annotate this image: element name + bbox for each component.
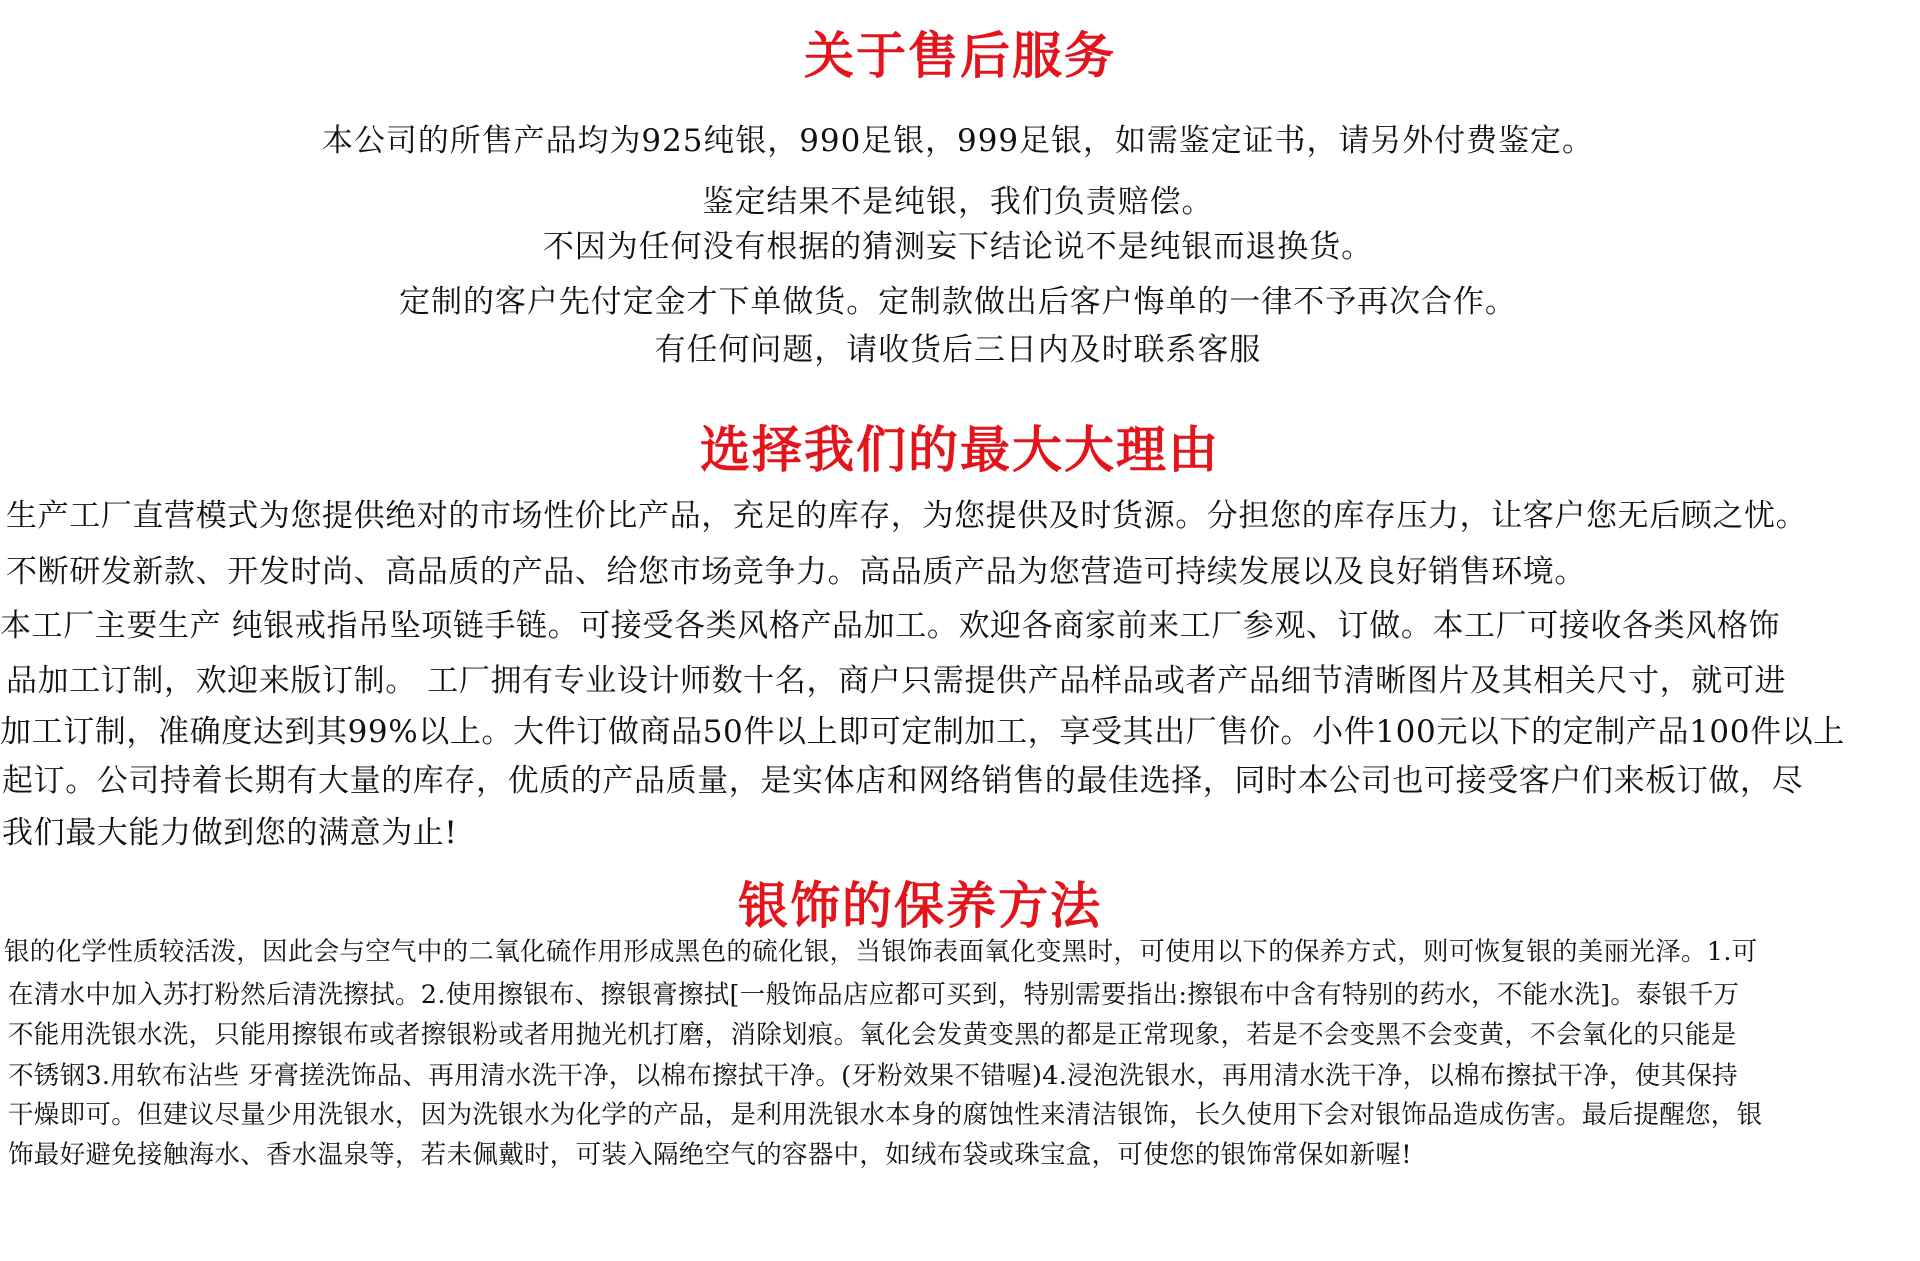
section-title-reasons: 选择我们的最大大理由 bbox=[700, 420, 1220, 479]
reasons-line-5: 加工订制，准确度达到其99%以上。大件订做商品50件以上即可定制加工，享受其出厂售价。小件100元以下的定制产品100件以上 bbox=[0, 714, 1845, 750]
reasons-line-6: 起订。公司持着长期有大量的库存，优质的产品质量，是实体店和网络销售的最佳选择，同时本公司也可接受客户们来板订做，尽 bbox=[2, 763, 1804, 799]
after-sales-line-2: 鉴定结果不是纯银，我们负责赔偿。 bbox=[702, 184, 1214, 220]
care-line-1: 银的化学性质较活泼，因此会与空气中的二氧化硫作用形成黑色的硫化银，当银饰表面氧化变黑时，可使用以下的保养方式，则可恢复银的美丽光泽。1.可 bbox=[4, 937, 1758, 967]
care-line-3: 不能用洗银水洗，只能用擦银布或者擦银粉或者用抛光机打磨，消除划痕。氧化会发黄变黑的都是正常现象，若是不会变黑不会变黄，不会氧化的只能是 bbox=[8, 1020, 1737, 1050]
reasons-line-3: 本工厂主要生产 纯银戒指吊坠项链手链。可接受各类风格产品加工。欢迎各商家前来工厂参观、订做。本工厂可接收各类风格饰 bbox=[0, 608, 1781, 644]
section-title-silver-care: 银饰的保养方法 bbox=[738, 876, 1102, 935]
after-sales-line-4: 定制的客户先付定金才下单做货。定制款做出后客户悔单的一律不予再次合作。 bbox=[399, 284, 1517, 320]
reasons-line-7: 我们最大能力做到您的满意为止! bbox=[2, 815, 458, 851]
reasons-line-1: 生产工厂直营模式为您提供绝对的市场性价比产品，充足的库存，为您提供及时货源。分担您的库存压力，让客户您无后顾之忧。 bbox=[6, 498, 1808, 534]
care-line-4: 不锈钢3.用软布沾些 牙膏搓洗饰品、再用清水洗干净，以棉布擦拭干净。(牙粉效果不错喔)4.浸泡洗银水，再用清水洗干净，以棉布擦拭干净，使其保持 bbox=[8, 1061, 1738, 1091]
care-line-5: 干燥即可。但建议尽量少用洗银水，因为洗银水为化学的产品，是利用洗银水本身的腐蚀性来清洁银饰，长久使用下会对银饰品造成伤害。最后提醒您，银 bbox=[8, 1100, 1763, 1130]
after-sales-line-1: 本公司的所售产品均为925纯银，990足银，999足银，如需鉴定证书，请另外付费鉴定。 bbox=[322, 123, 1594, 159]
after-sales-line-3: 不因为任何没有根据的猜测妄下结论说不是纯银而退换货。 bbox=[542, 229, 1374, 265]
section-title-after-sales: 关于售后服务 bbox=[804, 26, 1116, 85]
care-line-2: 在清水中加入苏打粉然后清洗擦拭。2.使用擦银布、擦银膏擦拭[一般饰品店应都可买到，特别需要指出:擦银布中含有特别的药水，不能水洗]。泰银千万 bbox=[8, 980, 1740, 1010]
reasons-line-2: 不断研发新款、开发时尚、高品质的产品、给您市场竞争力。高品质产品为您营造可持续发展以及良好销售环境。 bbox=[6, 554, 1586, 590]
after-sales-line-5: 有任何问题，请收货后三日内及时联系客服 bbox=[654, 332, 1262, 368]
reasons-line-4: 品加工订制，欢迎来版订制。 工厂拥有专业设计师数十名，商户只需提供产品样品或者产品细节清晰图片及其相关尺寸，就可进 bbox=[6, 663, 1787, 699]
care-line-6: 饰最好避免接触海水、香水温泉等，若未佩戴时，可装入隔绝空气的容器中，如绒布袋或珠宝盒，可使您的银饰常保如新喔! bbox=[8, 1140, 1412, 1170]
